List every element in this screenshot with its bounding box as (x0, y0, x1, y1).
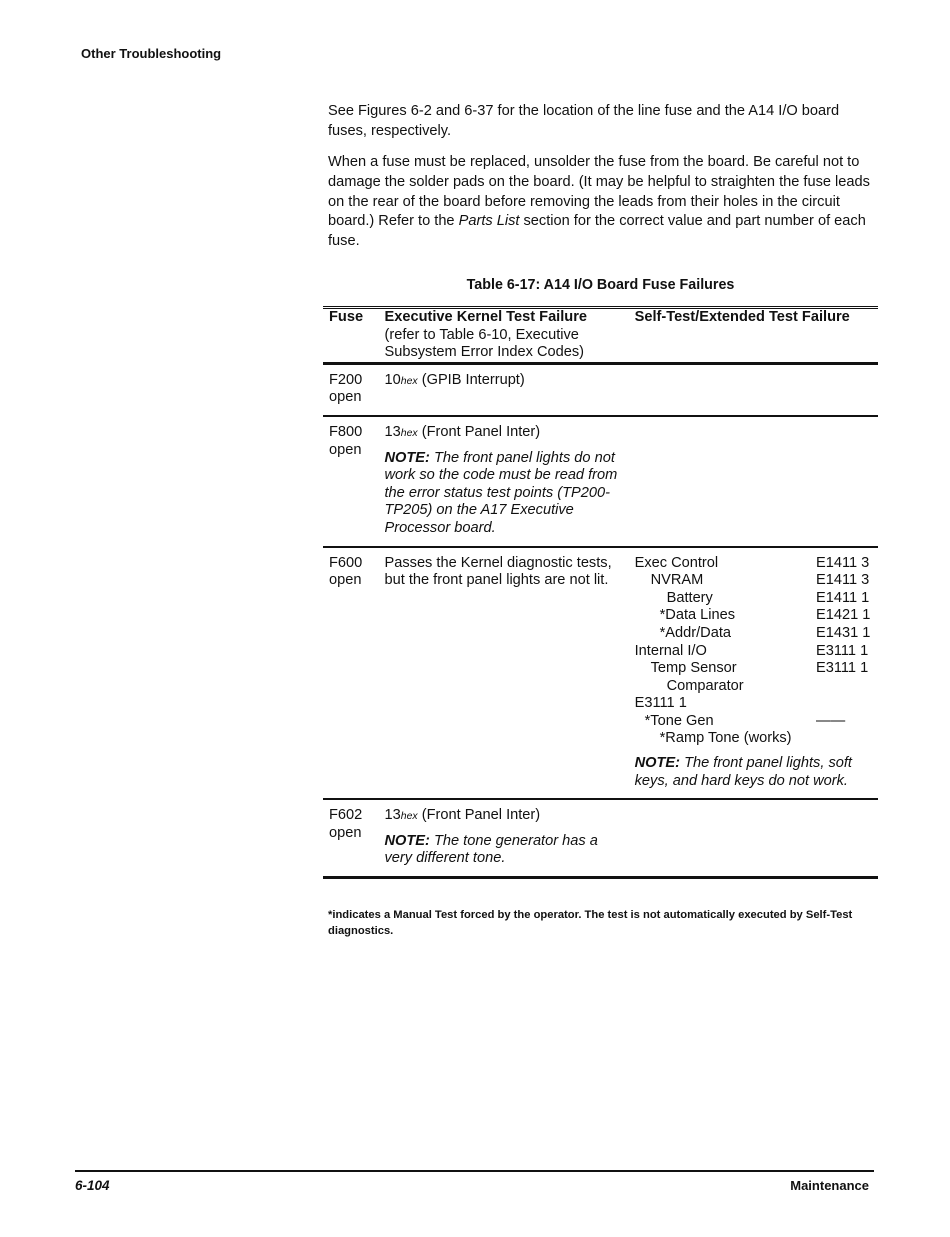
subsystem-name: Battery (666, 589, 713, 606)
subsystem-code: E1411 1 (816, 589, 870, 606)
subsystem-code: E1421 1 (816, 607, 871, 624)
header-selftest: Self-Test/Extended Test Failure (634, 309, 850, 325)
fuse-id: F800 (329, 423, 363, 440)
selftest-cell (635, 547, 878, 800)
subsystem-line (635, 607, 878, 625)
hex-suffix: hex (400, 374, 418, 387)
fuse-state: open (329, 441, 362, 458)
fuse-state: open (329, 389, 362, 406)
subsystem-name: *Addr/Data (659, 624, 731, 641)
header-fuse: Fuse (329, 309, 364, 325)
subsystem-name: Comparator (666, 677, 744, 694)
fuse-state: open (329, 572, 362, 589)
replacement-paragraph (328, 153, 873, 252)
footer-section-title: Maintenance (790, 1178, 869, 1193)
subsystem-line (635, 695, 878, 713)
subsystem-line (635, 713, 878, 731)
subsystem-code: E1411 3 (816, 554, 870, 571)
subsystem-code: E1411 3 (816, 572, 870, 589)
subsystem-name: Internal I/O (634, 642, 707, 659)
subsystem-name: *Data Lines (659, 607, 736, 624)
subsystem-code (816, 695, 878, 713)
subsystem-line (635, 572, 878, 590)
note-text: The tone generator has a very different tone. (384, 832, 598, 867)
subsystem-code: —— (816, 712, 846, 729)
error-code: 13 (384, 807, 401, 824)
fuse-id: F600 (329, 554, 363, 571)
kernel-cell (385, 416, 635, 547)
table-row (323, 416, 878, 547)
fuse-cell (323, 363, 385, 416)
fuse-cell (323, 547, 385, 800)
subsystem-code: E1431 1 (816, 624, 871, 641)
fuse-cell (323, 416, 385, 547)
note-label: NOTE: (384, 449, 430, 466)
selftest-cell (635, 416, 878, 547)
hex-suffix: hex (400, 810, 418, 823)
selftest-cell (635, 363, 878, 416)
subsystem-name: *Ramp Tone (works) (659, 730, 792, 747)
subsystem-name: E3111 1 (634, 695, 687, 712)
table-caption: Table 6-17: A14 I/O Board Fuse Failures (466, 277, 735, 293)
note (385, 833, 629, 868)
table-row (323, 363, 878, 416)
note (385, 450, 629, 538)
note-label: NOTE: (384, 832, 430, 849)
fuse-id: F602 (329, 807, 363, 824)
fuse-cell (323, 799, 385, 877)
hex-suffix: hex (400, 426, 418, 439)
fuse-id: F200 (329, 371, 363, 388)
subsystem-line (635, 730, 878, 748)
header-kernel-subtitle: (refer to Table 6-10, Executive Subsystem Error Index Codes) (384, 326, 585, 361)
subsystem-name: NVRAM (650, 572, 704, 589)
table-header-row (323, 308, 878, 364)
subsystem-line (635, 660, 878, 678)
footer-divider (75, 1170, 874, 1172)
kernel-cell (385, 799, 635, 877)
header-kernel-title: Executive Kernel Test Failure (384, 309, 588, 325)
fuse-failures-table (323, 306, 878, 879)
kernel-cell (385, 363, 635, 416)
table-row (323, 547, 878, 800)
error-code: 13 (384, 423, 401, 440)
subsystem-line (635, 625, 878, 643)
selftest-cell (635, 799, 878, 877)
subsystem-line (635, 555, 878, 573)
fuse-state: open (329, 824, 362, 841)
header-kernel (385, 308, 635, 364)
table-footnote: *indicates a Manual Test forced by the operator. The test is not automatically executed by Self-Test diagnostics. (328, 909, 853, 937)
subsystem-name: *Tone Gen (644, 712, 714, 729)
subsystem-code: E3111 1 (816, 642, 869, 659)
kernel-cell: Passes the Kernel diagnostic tests, but the front panel lights are not lit. (384, 554, 612, 589)
intro-paragraph: See Figures 6-2 and 6-37 for the location of the line fuse and the A14 I/O board fuses, respectively. (328, 103, 840, 139)
subsystem-name: Exec Control (634, 554, 719, 571)
page-number: 6-104 (75, 1178, 110, 1193)
error-description: (Front Panel Inter) (417, 807, 541, 824)
paragraph-text: When a fuse must be replaced, unsolder the fuse from the board. Be careful not to damage the solder pads on the board. (It may be helpful to straighten the fuse leads on the rear of the board before removing the leads from their holes in the circuit board.) Refer to the (328, 154, 870, 230)
error-description: (Front Panel Inter) (417, 423, 541, 440)
note-label: NOTE: (634, 755, 681, 772)
parts-list-reference: Parts List (458, 213, 520, 230)
subsystem-code (816, 678, 878, 696)
table-row (323, 799, 878, 877)
error-code: 10 (384, 371, 401, 388)
error-description: (GPIB Interrupt) (417, 371, 525, 388)
note-text: The front panel lights, soft keys, and hard keys do not work. (634, 755, 852, 789)
note (635, 755, 878, 790)
paragraph-text: section for the correct value and part number of each fuse. (328, 213, 866, 250)
subsystem-line (635, 643, 878, 661)
subsystem-line (635, 590, 878, 608)
subsystem-code: E3111 1 (816, 660, 869, 677)
subsystem-line (635, 678, 878, 696)
running-header: Other Troubleshooting (81, 46, 222, 61)
subsystem-name: Temp Sensor (650, 660, 737, 677)
note-text: The front panel lights do not work so the code must be read from the error status test points (TP200-TP205) on the A17 Executive Processor board. (384, 449, 618, 536)
subsystem-code (816, 730, 878, 748)
